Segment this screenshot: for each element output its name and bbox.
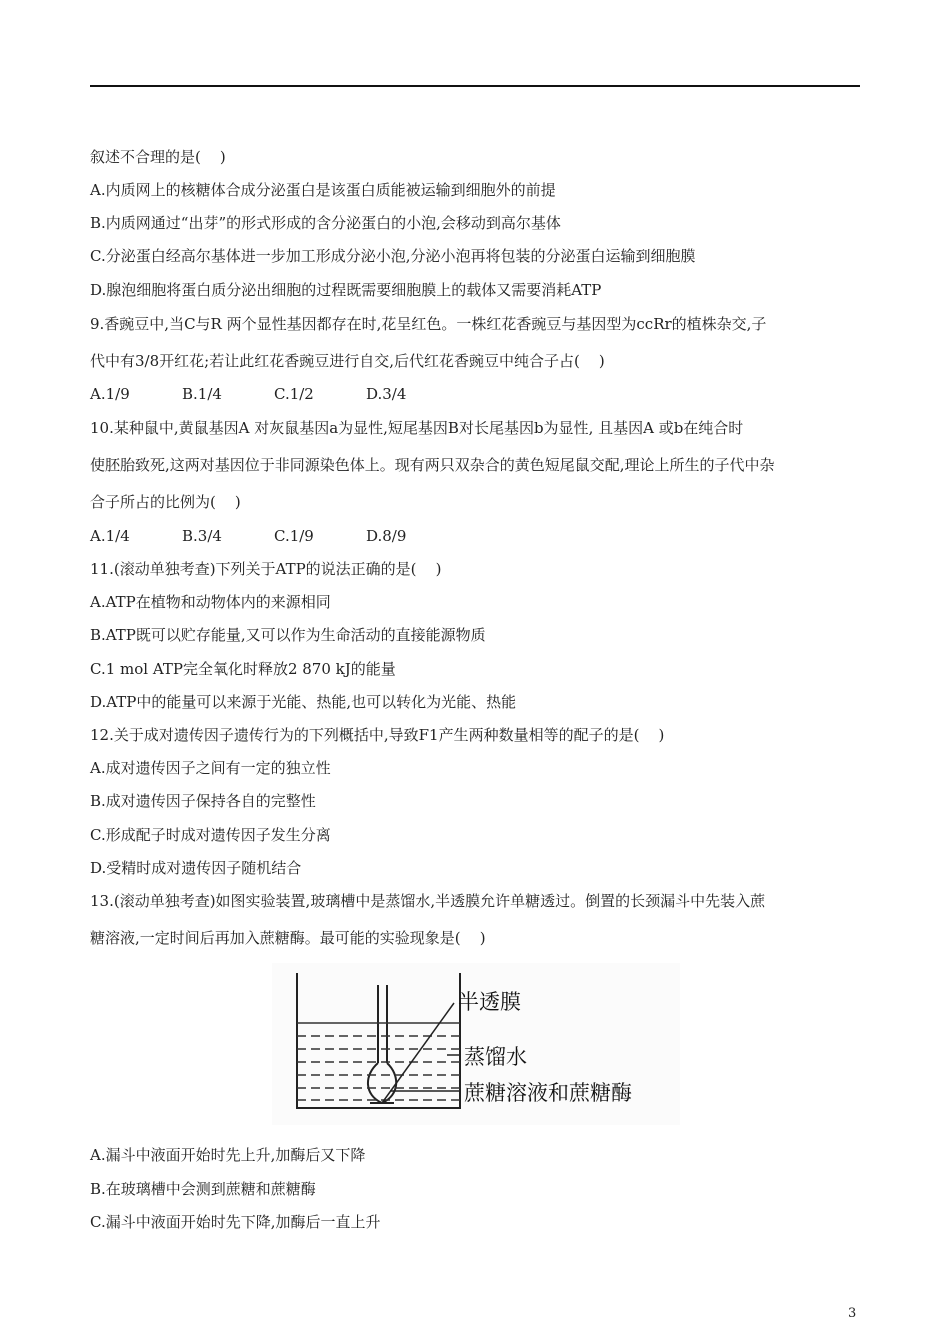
q11-option-c: C.1 mol ATP完全氧化时释放2 870 kJ的能量 — [90, 660, 396, 678]
label-distilled-water: 蒸馏水 — [464, 1045, 527, 1069]
q13-stem-line2: 糖溶液,一定时间后再加入蔗糖酶。最可能的实验现象是( ) — [90, 929, 486, 947]
q8-option-a: A.内质网上的核糖体合成分泌蛋白是该蛋白质能被运输到细胞外的前提 — [90, 181, 556, 199]
q10-options — [90, 526, 458, 546]
q10-option-c: C.1/9 — [274, 527, 314, 545]
header-rule — [90, 85, 860, 87]
q9-stem-line1: 9.香豌豆中,当C与R 两个显性基因都存在时,花呈红色。一株红花香豌豆与基因型为ccRr的植株杂交,子 — [90, 315, 767, 333]
q11-option-d: D.ATP中的能量可以来源于光能、热能,也可以转化为光能、热能 — [90, 693, 517, 711]
funnel-bulb — [368, 1063, 396, 1103]
label-semipermeable-membrane: 半透膜 — [458, 990, 521, 1014]
q8-option-b: B.内质网通过“出芽”的形式形成的含分泌蛋白的小泡,会移动到高尔基体 — [90, 214, 561, 232]
q13-option-a: A.漏斗中液面开始时先上升,加酶后又下降 — [90, 1146, 366, 1164]
q9-stem-line2: 代中有3/8开红花;若让此红花香豌豆进行自交,后代红花香豌豆中纯合子占( ) — [90, 352, 605, 370]
osmosis-apparatus-figure — [272, 963, 680, 1125]
q11-stem: 11.(滚动单独考查)下列关于ATP的说法正确的是( ) — [90, 560, 442, 578]
page-number: 3 — [848, 1306, 857, 1321]
q9-option-a: A.1/9 — [90, 385, 130, 403]
q13-option-b: B.在玻璃槽中会测到蔗糖和蔗糖酶 — [90, 1180, 316, 1198]
q10-stem-line3: 合子所占的比例为( ) — [90, 493, 241, 511]
q13-option-c: C.漏斗中液面开始时先下降,加酶后一直上升 — [90, 1213, 381, 1231]
q11-option-b: B.ATP既可以贮存能量,又可以作为生命活动的直接能源物质 — [90, 626, 486, 644]
q13-stem-line1: 13.(滚动单独考查)如图实验装置,玻璃槽中是蒸馏水,半透膜允许单糖透过。倒置的长颈漏斗中先装入蔗 — [90, 892, 766, 910]
q12-option-b: B.成对遗传因子保持各自的完整性 — [90, 792, 316, 810]
q12-option-d: D.受精时成对遗传因子随机结合 — [90, 859, 302, 877]
q8-stem-end: 叙述不合理的是( ) — [90, 148, 226, 166]
q12-option-a: A.成对遗传因子之间有一定的独立性 — [90, 759, 331, 777]
q9-options — [90, 384, 458, 404]
q10-stem-line1: 10.某种鼠中,黄鼠基因A 对灰鼠基因a为显性,短尾基因B对长尾基因b为显性, 且基因A 或b在纯合时 — [90, 419, 744, 437]
q10-option-d: D.8/9 — [366, 527, 407, 545]
q12-option-c: C.形成配子时成对遗传因子发生分离 — [90, 826, 331, 844]
label-sucrose-solution-enzyme: 蔗糖溶液和蔗糖酶 — [464, 1081, 632, 1105]
q9-option-d: D.3/4 — [366, 385, 407, 403]
q12-stem: 12.关于成对遗传因子遗传行为的下列概括中,导致F1产生两种数量相等的配子的是( ) — [90, 726, 665, 744]
q10-option-a: A.1/4 — [90, 527, 130, 545]
q9-option-c: C.1/2 — [274, 385, 314, 403]
q10-stem-line2: 使胚胎致死,这两对基因位于非同源染色体上。现有两只双杂合的黄色短尾鼠交配,理论上所生的子代中杂 — [90, 456, 775, 474]
q11-option-a: A.ATP在植物和动物体内的来源相同 — [90, 593, 331, 611]
q10-option-b: B.3/4 — [182, 527, 222, 545]
q9-option-b: B.1/4 — [182, 385, 222, 403]
q8-option-d: D.腺泡细胞将蛋白质分泌出细胞的过程既需要细胞膜上的载体又需要消耗ATP — [90, 281, 602, 299]
q8-option-c: C.分泌蛋白经高尔基体进一步加工形成分泌小泡,分泌小泡再将包装的分泌蛋白运输到细胞膜 — [90, 247, 696, 265]
